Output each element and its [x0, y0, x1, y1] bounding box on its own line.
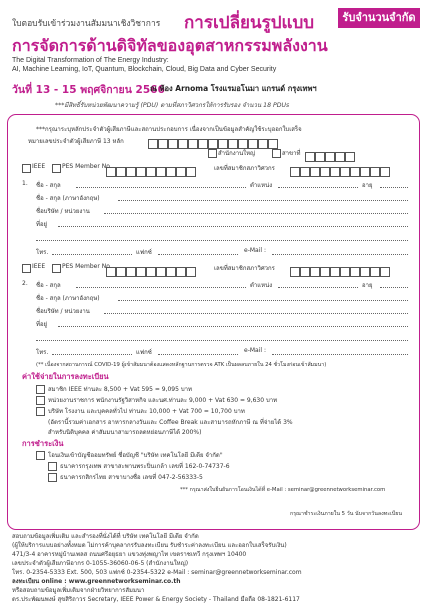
head-office-checkbox[interactable] [208, 149, 217, 158]
participant-number-1: 1. [22, 180, 28, 187]
name-en-label-1: ชื่อ - สกุล (ภาษาอังกฤษ) [36, 195, 100, 202]
bank-1: ธนาคารกรุงเทพ สาขาสะพานพระปิ่นเกล้า เลขที่ 162-0-74737-6 [60, 463, 230, 470]
payment-title: การชำระเงิน [22, 439, 64, 448]
phone-field-1[interactable] [52, 254, 132, 255]
head-office-label: สำนักงานใหญ่ [218, 150, 256, 157]
age-label-1: อายุ [362, 182, 373, 189]
name-en-field-1[interactable] [118, 200, 408, 201]
footer-line-1: สอบถามข้อมูลเพิ่มเติม และสำรองที่นั่งได้ที่ บริษัท เทคโนโลยี มีเดีย จำกัด [12, 533, 199, 540]
pes-checkbox-2[interactable] [52, 264, 61, 273]
fee-ieee: สมาชิก IEEE ท่านละ 8,500 + Vat 595 = 9,095 บาท [48, 386, 192, 393]
payment-note: *** กรุณาส่งใบยืนยันการโอนเงินได้ที่ e-Mail : seminar@greennetworkseminar.com [180, 487, 386, 493]
english-title [12, 56, 276, 74]
company-label-1: ชื่อบริษัท / หน่วยงาน [36, 208, 90, 215]
event-date: วันที่ 13 - 15 พฤศจิกายน 2566 [12, 84, 165, 96]
fee-ieee-checkbox[interactable] [36, 385, 45, 394]
address-field-2[interactable] [58, 326, 408, 327]
bank-2-checkbox[interactable] [48, 473, 57, 482]
fee-note-1: (อัตรานี้รวมค่าเอกสาร อาหารกลางวันและ Coffee Break และสามารถหักภาษี ณ ที่จ่ายได้ 3% [48, 419, 293, 426]
phone-label-1: โทร. [36, 249, 49, 256]
address-field-1b[interactable] [36, 240, 408, 241]
address-label-2: ที่อยู่ [36, 321, 48, 328]
title-sub: การจัดการด้านดิจิทัลของอุตสาหกรรมพลังงาน [12, 36, 328, 55]
address-field-2b[interactable] [36, 340, 408, 341]
name-en-field-2[interactable] [118, 300, 408, 301]
payment-deadline: กรุณาชำระเงินภายใน 5 วัน นับจากวันลงทะเบียน [290, 511, 402, 517]
fax-label-2: แฟกซ์ [136, 349, 152, 356]
footer-line-5: โทร. 0-2354-5333 Ext. 500, 503 แฟกซ์ 0-2354-5322 e-Mail : seminar@greennetworkseminar.com [12, 569, 302, 576]
footer [12, 532, 417, 604]
branch-checkbox[interactable] [272, 149, 281, 158]
fax-field-2[interactable] [158, 354, 238, 355]
position-field-2[interactable] [278, 287, 358, 288]
ieee-label-2: IEEE [32, 263, 46, 270]
name-label-2: ชื่อ - สกุล [36, 282, 61, 289]
company-label-2: ชื่อบริษัท / หน่วยงาน [36, 308, 90, 315]
name-en-label-2: ชื่อ - สกุล (ภาษาอังกฤษ) [36, 295, 100, 302]
fee-gov: หน่วยงานราชการ พนักงานรัฐวิสาหกิจ และนศ.ท่านละ 9,000 + Vat 630 = 9,630 บาท [48, 397, 278, 404]
footer-line-3: 471/3-4 อาคารหมู่บ้านเพลส ถนนศรีอยุธยา แขวงทุ่งพญาไท เขตราชเทวี กรุงเทพฯ 10400 [12, 551, 247, 558]
covid-note: (** เนื่องจากสถานการณ์ COVID-19 ผู้เข้าสัมมนาต้องแสดงหลักฐานการตรวจ ATK เป็นผลลบภายใน 24 ชั่วโมงก่อนเข้าสัมมนา) [36, 362, 327, 368]
age-field-1[interactable] [380, 187, 408, 188]
position-field-1[interactable] [278, 187, 358, 188]
position-label-2: ตำแหน่ง [250, 282, 273, 289]
phone-label-2: โทร. [36, 349, 49, 356]
fee-gov-checkbox[interactable] [36, 396, 45, 405]
fee-company: บริษัท โรงงาน และบุคคลทั่วไป ท่านละ 10,000 + Vat 700 = 10,700 บาท [48, 408, 245, 415]
email-label-2: e-Mail : [244, 347, 266, 354]
participant-number-2: 2. [22, 280, 28, 287]
ieee-label-1: IEEE [32, 163, 46, 170]
email-field-2[interactable] [272, 354, 408, 355]
ieee-checkbox-2[interactable] [22, 264, 31, 273]
age-field-2[interactable] [380, 287, 408, 288]
pes-label-2: PES Member No. [62, 263, 112, 270]
english-title-line2: AI, Machine Learning, IoT, Quantum, Blockchain, Cloud, Big Data and Cyber Security [12, 66, 277, 73]
council-number-boxes-2[interactable] [290, 261, 390, 280]
pes-number-boxes-1[interactable] [106, 161, 196, 180]
email-field-1[interactable] [272, 254, 408, 255]
age-label-2: อายุ [362, 282, 373, 289]
tax-instruction: ***กรุณาระบุหลักประจำตัวผู้เสียภาษีและสถานประกอบการ เนื่องจากเป็นข้อมูลสำคัญใช้ระบุออกใบเสร็จ [36, 126, 302, 133]
bank-1-checkbox[interactable] [48, 462, 57, 471]
company-field-1[interactable] [104, 213, 408, 214]
fee-company-checkbox[interactable] [36, 407, 45, 416]
title-main: การเปลี่ยนรูปแบบ [184, 13, 315, 33]
name-field-1[interactable] [76, 187, 246, 188]
position-label-1: ตำแหน่ง [250, 182, 273, 189]
footer-line-4: เลขประจำตัวผู้เสียภาษีอากร 0-1055-36060-06-5 (สำนักงานใหญ่) [12, 560, 189, 567]
bank-2: ธนาคารกสิกรไทย สาขาบางซื่อ เลขที่ 047-2-56333-5 [60, 474, 203, 481]
footer-line-2: (ผู้ให้บริการแบบอย่างทั้งหมด ไม่การค้าบุคลากรรับลงทะเบียน รับชำระค่าลงทะเบียน และออกใบเสร็จรับเงิน) [12, 542, 287, 549]
pes-label-1: PES Member No. [62, 163, 112, 170]
branch-label: สาขาที่ [282, 150, 301, 157]
name-field-2[interactable] [76, 287, 246, 288]
footer-line-8: ดร.ประพัฒนพงษ์ สุขสิริถาวร Secretary, IEEE Power & Energy Society - Thailand มือถือ 08-1821-6117 [12, 596, 300, 603]
footer-line-7: หรือสอบถามข้อมูลเพิ่มเติมจากฝ่ายวิทยาการสัมมนา [12, 587, 145, 594]
fee-note-2: สำหรับนิติบุคคล ค่าสัมมนาสามารถลดหย่อนภาษีได้ 200%) [48, 429, 202, 436]
fax-field-1[interactable] [158, 254, 238, 255]
council-label-1: เลขที่สมาชิกสภาวิศวกร [214, 165, 275, 172]
pes-checkbox-1[interactable] [52, 164, 61, 173]
ieee-checkbox-1[interactable] [22, 164, 31, 173]
transfer-checkbox[interactable] [36, 451, 45, 460]
payment-intro: โอนเงินเข้าบัญชีออมทรัพย์ ชื่อบัญชี "บริษัท เทคโนโลยี มีเดีย จำกัด" [48, 452, 223, 459]
phone-field-2[interactable] [52, 354, 132, 355]
event-venue: ณ ห้อง Arnoma โรงแรมอโนมา แกรนด์ กรุงเทพฯ [150, 84, 317, 93]
address-field-1[interactable] [58, 226, 408, 227]
address-label-1: ที่อยู่ [36, 221, 48, 228]
english-title-line1: The Digital Transformation of The Energy Industry: [12, 57, 169, 64]
email-label-1: e-Mail : [244, 247, 266, 254]
limited-seats-badge: รับจำนวนจำกัด [338, 8, 420, 28]
fee-title: ค่าใช้จ่ายในการลงทะเบียน [22, 372, 109, 381]
name-label-1: ชื่อ - สกุล [36, 182, 61, 189]
council-label-2: เลขที่สมาชิกสภาวิศวกร [214, 265, 275, 272]
pdu-note: ***มีสิทธิ์รับหน่วยพัฒนาความรู้ (PDU) ตามที่สภาวิศวกรให้การรับรอง จำนวน 18 PDUs [55, 102, 290, 109]
pre-title: ใบตอบรับเข้าร่วมงานสัมมนาเชิงวิชาการ [12, 19, 161, 29]
company-field-2[interactable] [104, 313, 408, 314]
fax-label-1: แฟกซ์ [136, 249, 152, 256]
council-number-boxes-1[interactable] [290, 161, 390, 180]
footer-register-link[interactable]: ลงทะเบียน online : www.greennetworkseminar.co.th [12, 578, 181, 585]
pes-number-boxes-2[interactable] [106, 261, 196, 280]
tax-id-label: หมายเลขประจำตัวผู้เสียภาษี 13 หลัก [28, 138, 124, 145]
